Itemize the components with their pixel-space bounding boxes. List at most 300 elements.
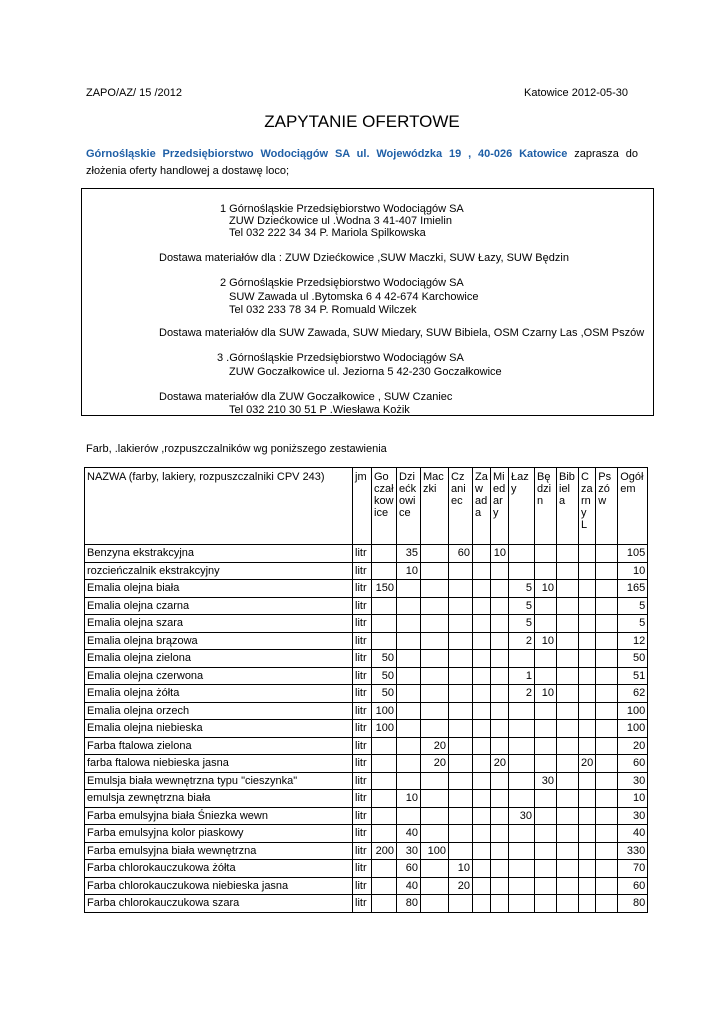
column-header: Będzin xyxy=(535,468,557,545)
quantity-cell: 50 xyxy=(372,650,397,668)
location-line: 3 .Górnośląskie Przedsiębiorstwo Wodociągów SA xyxy=(217,352,464,364)
item-name-cell: Farba ftalowa zielona xyxy=(85,737,353,755)
column-header: Pszów xyxy=(596,468,618,545)
quantity-cell: 80 xyxy=(618,895,648,913)
quantity-cell xyxy=(509,737,535,755)
quantity-cell xyxy=(397,650,421,668)
quantity-cell xyxy=(449,580,473,598)
quantity-cell xyxy=(421,790,449,808)
quantity-cell xyxy=(579,895,596,913)
column-header: Zawada xyxy=(473,468,491,545)
quantity-cell xyxy=(557,650,579,668)
quantity-cell xyxy=(535,720,557,738)
location-line: Tel 032 222 34 34 P. Mariola Spilkowska xyxy=(229,227,426,239)
quantity-cell: 10 xyxy=(535,632,557,650)
quantity-cell: 30 xyxy=(535,772,557,790)
quantity-cell xyxy=(473,737,491,755)
quantity-cell xyxy=(557,562,579,580)
quantity-cell: 30 xyxy=(509,807,535,825)
quantity-cell xyxy=(509,877,535,895)
table-row xyxy=(85,667,648,685)
quantity-cell xyxy=(449,597,473,615)
quantity-cell xyxy=(579,580,596,598)
quantity-cell xyxy=(579,720,596,738)
quantity-cell: 30 xyxy=(618,772,648,790)
quantity-cell xyxy=(473,825,491,843)
quantity-cell xyxy=(579,860,596,878)
quantity-cell xyxy=(596,737,618,755)
quantity-cell xyxy=(509,825,535,843)
quantity-cell xyxy=(397,667,421,685)
quantity-cell xyxy=(596,685,618,703)
quantity-cell: 10 xyxy=(535,580,557,598)
quantity-cell xyxy=(557,685,579,703)
quantity-cell xyxy=(421,650,449,668)
quantity-cell xyxy=(535,842,557,860)
quantity-cell xyxy=(491,772,509,790)
quantity-cell xyxy=(372,877,397,895)
item-name-cell: Emulsja biała wewnętrzna typu "cieszynka" xyxy=(85,772,353,790)
quantity-cell xyxy=(372,737,397,755)
quantity-cell xyxy=(397,685,421,703)
quantity-cell xyxy=(491,807,509,825)
quantity-cell xyxy=(397,737,421,755)
quantity-cell: 30 xyxy=(397,842,421,860)
item-name-cell: emulsja zewnętrzna biała xyxy=(85,790,353,808)
quantity-cell xyxy=(579,632,596,650)
quantity-cell xyxy=(421,597,449,615)
quantity-cell xyxy=(473,632,491,650)
quantity-cell xyxy=(509,860,535,878)
quantity-cell xyxy=(535,545,557,563)
quantity-cell xyxy=(535,562,557,580)
quantity-cell xyxy=(421,860,449,878)
quantity-cell xyxy=(449,755,473,773)
quantity-cell: 12 xyxy=(618,632,648,650)
quantity-cell: 20 xyxy=(421,737,449,755)
item-name-cell: Emalia olejna czerwona xyxy=(85,667,353,685)
item-name-cell: Emalia olejna biała xyxy=(85,580,353,598)
item-name-cell: Emalia olejna brązowa xyxy=(85,632,353,650)
unit-cell: litr xyxy=(353,562,372,580)
quantity-cell xyxy=(579,702,596,720)
unit-cell: litr xyxy=(353,615,372,633)
quantity-cell: 50 xyxy=(372,667,397,685)
quantity-cell xyxy=(535,860,557,878)
quantity-cell xyxy=(397,702,421,720)
quantity-cell xyxy=(421,685,449,703)
quantity-cell xyxy=(372,825,397,843)
unit-cell: litr xyxy=(353,597,372,615)
table-row xyxy=(85,807,648,825)
unit-cell: litr xyxy=(353,842,372,860)
quantity-cell xyxy=(421,877,449,895)
quantity-cell xyxy=(421,825,449,843)
quantity-cell: 50 xyxy=(618,650,648,668)
quantity-cell xyxy=(473,895,491,913)
item-name-cell: Benzyna ekstrakcyjna xyxy=(85,545,353,563)
quantity-cell xyxy=(579,825,596,843)
table-row xyxy=(85,790,648,808)
table-row xyxy=(85,895,648,913)
document-reference: ZAPO/AZ/ 15 /2012 xyxy=(86,87,182,99)
quantity-cell xyxy=(596,790,618,808)
quantity-cell xyxy=(473,790,491,808)
quantity-cell xyxy=(557,720,579,738)
quantity-cell: 60 xyxy=(618,877,648,895)
quantity-cell xyxy=(491,685,509,703)
quantity-cell xyxy=(421,702,449,720)
quantity-cell: 20 xyxy=(618,737,648,755)
item-name-cell: Farba emulsyjna kolor piaskowy xyxy=(85,825,353,843)
quantity-cell xyxy=(473,667,491,685)
quantity-cell xyxy=(421,615,449,633)
quantity-cell xyxy=(579,877,596,895)
quantity-cell xyxy=(596,860,618,878)
quantity-cell xyxy=(579,562,596,580)
quantity-cell xyxy=(596,807,618,825)
quantity-cell xyxy=(421,720,449,738)
item-name-cell: farba ftalowa niebieska jasna xyxy=(85,755,353,773)
quantity-cell xyxy=(449,790,473,808)
table-row xyxy=(85,702,648,720)
quantity-cell: 2 xyxy=(509,632,535,650)
quantity-cell: 5 xyxy=(509,580,535,598)
quantity-cell xyxy=(449,895,473,913)
delivery-line: Dostawa materiałów dla SUW Zawada, SUW Miedary, SUW Bibiela, OSM Czarny Las ,OSM Pszów xyxy=(159,327,645,339)
quantity-cell: 100 xyxy=(421,842,449,860)
quantity-cell xyxy=(473,842,491,860)
table-row xyxy=(85,772,648,790)
table-row xyxy=(85,877,648,895)
quantity-cell xyxy=(449,772,473,790)
quantity-cell xyxy=(509,842,535,860)
quantity-cell xyxy=(491,632,509,650)
item-name-cell: Farba chlorokauczukowa żółta xyxy=(85,860,353,878)
quantity-cell xyxy=(509,755,535,773)
quantity-cell: 10 xyxy=(535,685,557,703)
quantity-cell: 50 xyxy=(372,685,397,703)
quantity-cell: 70 xyxy=(618,860,648,878)
location-line: 1 Górnośląskie Przedsiębiorstwo Wodociągów SA xyxy=(220,203,464,215)
quantity-cell xyxy=(491,790,509,808)
quantity-cell: 60 xyxy=(397,860,421,878)
quantity-cell xyxy=(579,597,596,615)
quantity-cell xyxy=(579,615,596,633)
quantity-cell xyxy=(557,615,579,633)
quantity-cell xyxy=(509,545,535,563)
quantity-cell xyxy=(579,807,596,825)
quantity-cell xyxy=(596,632,618,650)
quantity-cell xyxy=(579,685,596,703)
quantity-cell xyxy=(421,772,449,790)
quantity-cell: 5 xyxy=(618,597,648,615)
quantity-cell xyxy=(557,825,579,843)
quantity-cell xyxy=(535,790,557,808)
unit-cell: litr xyxy=(353,877,372,895)
quantity-cell: 40 xyxy=(618,825,648,843)
quantity-cell xyxy=(557,737,579,755)
column-header: NAZWA (farby, lakiery, rozpuszczalniki CPV 243) xyxy=(85,468,353,545)
quantity-cell xyxy=(449,632,473,650)
quantity-cell: 100 xyxy=(372,702,397,720)
quantity-cell xyxy=(421,895,449,913)
quantity-cell xyxy=(596,667,618,685)
quantity-cell xyxy=(579,772,596,790)
quantity-cell xyxy=(473,650,491,668)
quantity-cell: 60 xyxy=(449,545,473,563)
quantity-cell: 20 xyxy=(449,877,473,895)
quantity-cell xyxy=(397,772,421,790)
quantity-cell: 100 xyxy=(618,702,648,720)
quantity-cell: 20 xyxy=(421,755,449,773)
item-name-cell: Emalia olejna szara xyxy=(85,615,353,633)
column-header: Bibiela xyxy=(557,468,579,545)
quantity-cell xyxy=(557,580,579,598)
table-row xyxy=(85,860,648,878)
item-name-cell: Emalia olejna żółta xyxy=(85,685,353,703)
quantity-cell xyxy=(535,877,557,895)
column-header: Czarny L xyxy=(579,468,596,545)
quantity-cell xyxy=(579,842,596,860)
quantity-cell xyxy=(535,825,557,843)
item-name-cell: Farba chlorokauczukowa niebieska jasna xyxy=(85,877,353,895)
quantity-cell xyxy=(372,632,397,650)
item-name-cell: Farba emulsyjna biała Śniezka wewn xyxy=(85,807,353,825)
quantity-cell xyxy=(372,772,397,790)
quantity-cell xyxy=(596,825,618,843)
quantity-cell xyxy=(596,755,618,773)
quantity-cell xyxy=(372,790,397,808)
column-header: Miedary xyxy=(491,468,509,545)
quantity-cell xyxy=(473,615,491,633)
quantity-cell xyxy=(449,842,473,860)
materials-table xyxy=(84,467,648,913)
quantity-cell: 5 xyxy=(509,615,535,633)
quantity-cell xyxy=(535,755,557,773)
quantity-cell xyxy=(557,895,579,913)
quantity-cell xyxy=(596,720,618,738)
quantity-cell xyxy=(596,615,618,633)
table-row xyxy=(85,545,648,563)
location-line: Tel 032 210 30 51 P .Wiesława Kożik xyxy=(229,404,410,416)
quantity-cell xyxy=(397,632,421,650)
item-name-cell: rozcieńczalnik ekstrakcyjny xyxy=(85,562,353,580)
column-header: Goczałkowice xyxy=(372,468,397,545)
quantity-cell xyxy=(421,807,449,825)
quantity-cell: 10 xyxy=(397,562,421,580)
unit-cell: litr xyxy=(353,790,372,808)
unit-cell: litr xyxy=(353,737,372,755)
table-row xyxy=(85,720,648,738)
table-row xyxy=(85,737,648,755)
quantity-cell xyxy=(535,895,557,913)
quantity-cell xyxy=(473,545,491,563)
quantity-cell: 80 xyxy=(397,895,421,913)
quantity-cell xyxy=(449,615,473,633)
quantity-cell xyxy=(372,860,397,878)
table-row xyxy=(85,825,648,843)
quantity-cell xyxy=(491,562,509,580)
quantity-cell: 330 xyxy=(618,842,648,860)
quantity-cell xyxy=(579,545,596,563)
column-header: Czaniec xyxy=(449,468,473,545)
quantity-cell xyxy=(449,685,473,703)
quantity-cell xyxy=(491,877,509,895)
quantity-cell xyxy=(596,772,618,790)
quantity-cell xyxy=(557,842,579,860)
quantity-cell xyxy=(473,877,491,895)
table-row xyxy=(85,685,648,703)
quantity-cell xyxy=(491,895,509,913)
quantity-cell: 2 xyxy=(509,685,535,703)
quantity-cell xyxy=(491,615,509,633)
quantity-cell xyxy=(596,842,618,860)
quantity-cell xyxy=(535,807,557,825)
table-row xyxy=(85,632,648,650)
quantity-cell xyxy=(473,755,491,773)
quantity-cell xyxy=(473,685,491,703)
quantity-cell xyxy=(473,720,491,738)
unit-cell: litr xyxy=(353,807,372,825)
quantity-cell xyxy=(421,545,449,563)
quantity-cell xyxy=(535,702,557,720)
quantity-cell xyxy=(557,702,579,720)
quantity-cell xyxy=(596,597,618,615)
quantity-cell xyxy=(509,702,535,720)
quantity-cell: 10 xyxy=(449,860,473,878)
quantity-cell: 1 xyxy=(509,667,535,685)
quantity-cell xyxy=(372,615,397,633)
quantity-cell xyxy=(491,737,509,755)
quantity-cell xyxy=(535,737,557,755)
column-header: Łazy xyxy=(509,468,535,545)
item-name-cell: Emalia olejna orzech xyxy=(85,702,353,720)
document-date: Katowice 2012-05-30 xyxy=(524,87,628,99)
item-name-cell: Emalia olejna czarna xyxy=(85,597,353,615)
quantity-cell xyxy=(397,597,421,615)
unit-cell: litr xyxy=(353,545,372,563)
quantity-cell xyxy=(421,632,449,650)
quantity-cell xyxy=(557,807,579,825)
quantity-cell xyxy=(491,597,509,615)
quantity-cell: 20 xyxy=(491,755,509,773)
quantity-cell xyxy=(372,562,397,580)
quantity-cell xyxy=(579,650,596,668)
quantity-cell xyxy=(372,807,397,825)
quantity-cell xyxy=(397,755,421,773)
quantity-cell xyxy=(491,650,509,668)
organization-name: Górnośląskie Przedsiębiorstwo Wodociągów SA ul. Wojewódzka 19 , 40-026 Katowice xyxy=(86,148,568,160)
quantity-cell xyxy=(535,667,557,685)
quantity-cell xyxy=(449,667,473,685)
unit-cell: litr xyxy=(353,632,372,650)
page-title: ZAPYTANIE OFERTOWE xyxy=(264,112,460,131)
quantity-cell xyxy=(557,860,579,878)
delivery-line: Dostawa materiałów dla ZUW Goczałkowice , SUW Czaniec xyxy=(159,391,453,403)
table-row xyxy=(85,615,648,633)
quantity-cell: 30 xyxy=(618,807,648,825)
quantity-cell: 150 xyxy=(372,580,397,598)
table-row xyxy=(85,597,648,615)
location-line: ZUW Dziećkowice ul .Wodna 3 41-407 Imielin xyxy=(229,215,452,227)
quantity-cell xyxy=(596,877,618,895)
section-subtitle: Farb, .lakierów ,rozpuszczalników wg poniższego zestawienia xyxy=(86,443,387,455)
quantity-cell xyxy=(579,737,596,755)
unit-cell: litr xyxy=(353,860,372,878)
quantity-cell xyxy=(491,825,509,843)
quantity-cell xyxy=(449,650,473,668)
location-line: Tel 032 233 78 34 P. Romuald Wilczek xyxy=(229,304,417,316)
quantity-cell xyxy=(579,667,596,685)
quantity-cell xyxy=(449,562,473,580)
quantity-cell: 10 xyxy=(491,545,509,563)
quantity-cell xyxy=(372,755,397,773)
quantity-cell xyxy=(372,597,397,615)
table-row xyxy=(85,562,648,580)
quantity-cell xyxy=(372,895,397,913)
quantity-cell xyxy=(557,545,579,563)
quantity-cell xyxy=(491,580,509,598)
quantity-cell xyxy=(473,597,491,615)
quantity-cell xyxy=(449,807,473,825)
item-name-cell: Farba chlorokauczukowa szara xyxy=(85,895,353,913)
quantity-cell xyxy=(491,860,509,878)
unit-cell: litr xyxy=(353,650,372,668)
quantity-cell xyxy=(491,720,509,738)
quantity-cell: 165 xyxy=(618,580,648,598)
quantity-cell xyxy=(557,790,579,808)
unit-cell: litr xyxy=(353,685,372,703)
location-line: ZUW Goczałkowice ul. Jeziorna 5 42-230 Goczałkowice xyxy=(229,366,502,378)
quantity-cell xyxy=(509,650,535,668)
quantity-cell: 20 xyxy=(579,755,596,773)
quantity-cell xyxy=(596,580,618,598)
unit-cell: litr xyxy=(353,895,372,913)
quantity-cell xyxy=(473,562,491,580)
quantity-cell xyxy=(421,667,449,685)
quantity-cell: 10 xyxy=(397,790,421,808)
quantity-cell: 62 xyxy=(618,685,648,703)
quantity-cell xyxy=(372,545,397,563)
location-line: SUW Zawada ul .Bytomska 6 4 42-674 Karchowice xyxy=(229,291,479,303)
quantity-cell xyxy=(449,702,473,720)
quantity-cell xyxy=(557,632,579,650)
quantity-cell xyxy=(596,702,618,720)
quantity-cell xyxy=(535,597,557,615)
quantity-cell xyxy=(509,895,535,913)
delivery-line: Dostawa materiałów dla : ZUW Dziećkowice ,SUW Maczki, SUW Łazy, SUW Będzin xyxy=(159,252,569,264)
quantity-cell xyxy=(397,580,421,598)
table-row xyxy=(85,650,648,668)
table-row xyxy=(85,755,648,773)
quantity-cell xyxy=(473,860,491,878)
quantity-cell xyxy=(557,772,579,790)
table-row xyxy=(85,842,648,860)
quantity-cell xyxy=(421,562,449,580)
quantity-cell xyxy=(596,562,618,580)
table-row xyxy=(85,580,648,598)
unit-cell: litr xyxy=(353,720,372,738)
quantity-cell: 40 xyxy=(397,877,421,895)
column-header: jm xyxy=(353,468,372,545)
quantity-cell: 10 xyxy=(618,562,648,580)
column-header: Dziećkowice xyxy=(397,468,421,545)
quantity-cell xyxy=(579,790,596,808)
quantity-cell xyxy=(596,895,618,913)
quantity-cell: 5 xyxy=(618,615,648,633)
quantity-cell: 5 xyxy=(509,597,535,615)
